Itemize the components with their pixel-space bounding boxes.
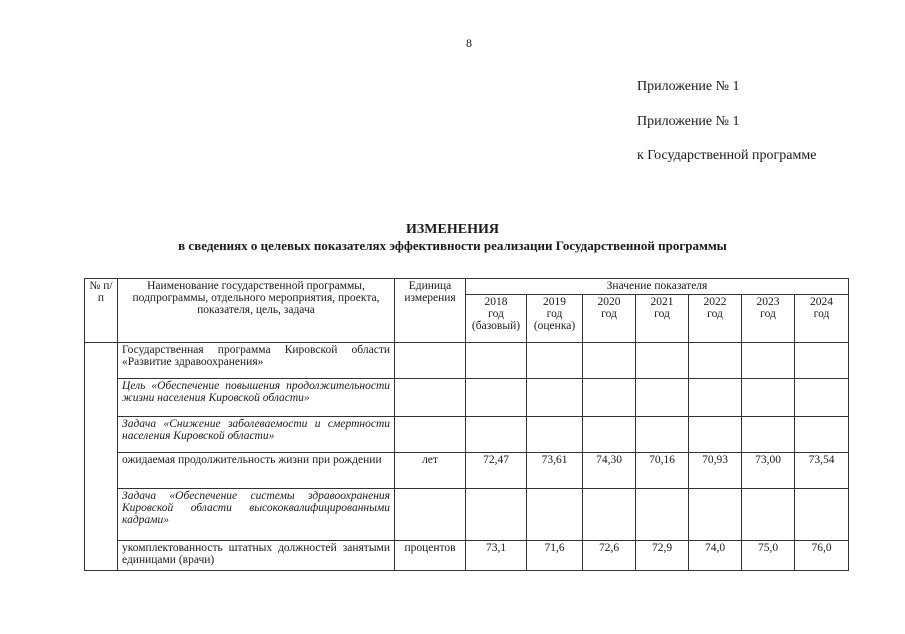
year-label: 2020 [597, 296, 621, 308]
table-row [85, 379, 849, 417]
year-header-2024 [795, 295, 849, 343]
row-name-cell: Государственная программа Кировской области «Развитие здравоохранения» [118, 343, 395, 379]
row-name-cell: укомплектованность штатных должностей занятыми единицами (врачи) [118, 541, 395, 571]
value-cell [583, 417, 636, 453]
row-name-cell: ожидаемая продолжительность жизни при рождении [118, 453, 395, 489]
value-cell [795, 343, 849, 379]
value-cell [466, 379, 527, 417]
value-cell [527, 417, 583, 453]
year-note: год [601, 308, 617, 320]
indicators-table [84, 278, 849, 571]
col-header-unit: Единица измерения [395, 279, 466, 343]
value-cell [636, 417, 689, 453]
year-header-2022 [689, 295, 742, 343]
value-cell [689, 379, 742, 417]
value-cell [466, 417, 527, 453]
row-unit-cell [395, 417, 466, 453]
appendix-line-2: Приложение № 1 [637, 114, 740, 129]
table-row [85, 541, 849, 571]
year-note: год [760, 308, 776, 320]
year-header-2019 [527, 295, 583, 343]
year-label: 2019 [543, 296, 566, 308]
value-cell [795, 489, 849, 541]
table-row [85, 417, 849, 453]
value-cell [583, 343, 636, 379]
value-cell: 73,00 [742, 453, 795, 489]
value-cell: 72,47 [466, 453, 527, 489]
value-cell [742, 417, 795, 453]
year-header-2018 [466, 295, 527, 343]
col-header-values: Значение показателя [466, 279, 849, 295]
year-header-2023 [742, 295, 795, 343]
table-row [85, 489, 849, 541]
row-name-cell: Цель «Обеспечение повышения продолжительности жизни населения Кировской области» [118, 379, 395, 417]
value-cell [689, 417, 742, 453]
year-label: 2022 [703, 296, 727, 308]
value-cell: 70,16 [636, 453, 689, 489]
value-cell [636, 343, 689, 379]
value-cell: 73,61 [527, 453, 583, 489]
appendix-line-1: Приложение № 1 [637, 79, 740, 94]
appendix-line-3: к Государственной программе [637, 148, 817, 163]
value-cell: 75,0 [742, 541, 795, 571]
value-cell [527, 343, 583, 379]
value-cell: 71,6 [527, 541, 583, 571]
value-cell [795, 417, 849, 453]
value-cell: 70,93 [689, 453, 742, 489]
value-cell [742, 343, 795, 379]
value-cell: 73,1 [466, 541, 527, 571]
table-row [85, 343, 849, 379]
value-cell [583, 489, 636, 541]
year-note: год [654, 308, 670, 320]
value-cell: 73,54 [795, 453, 849, 489]
value-cell: 74,0 [689, 541, 742, 571]
year-header-2020 [583, 295, 636, 343]
value-cell [636, 379, 689, 417]
row-unit-cell [395, 343, 466, 379]
value-cell [466, 343, 527, 379]
document-title: ИЗМЕНЕНИЯ [406, 222, 499, 237]
page-number: 8 [466, 36, 472, 50]
table-row [85, 453, 849, 489]
row-number-cell [85, 343, 118, 571]
year-note: год [813, 308, 830, 320]
row-unit-cell [395, 489, 466, 541]
value-cell [583, 379, 636, 417]
col-header-number: № п/п [85, 279, 118, 343]
value-cell [742, 489, 795, 541]
year-label: 2024 [810, 296, 833, 308]
row-unit-cell: процентов [395, 541, 466, 571]
row-unit-cell [395, 379, 466, 417]
year-note: год (базовый) [471, 308, 521, 332]
year-label: 2018 [484, 296, 508, 308]
year-label: 2021 [650, 296, 674, 308]
value-cell [742, 379, 795, 417]
value-cell [689, 489, 742, 541]
row-name-cell: Задача «Снижение заболеваемости и смертности населения Кировской области» [118, 417, 395, 453]
col-header-name: Наименование государственной программы, подпрограммы, отдельного мероприятия, проекта, показателя, цель, задача [118, 279, 395, 343]
year-header-2021 [636, 295, 689, 343]
year-note: год [707, 308, 723, 320]
row-unit-cell: лет [395, 453, 466, 489]
value-cell: 72,9 [636, 541, 689, 571]
value-cell [527, 489, 583, 541]
document-subtitle: в сведениях о целевых показателях эффективности реализации Государственной программы [178, 238, 727, 253]
value-cell [527, 379, 583, 417]
value-cell [689, 343, 742, 379]
row-name-cell: Задача «Обеспечение системы здравоохранения Кировской области высококвалифицированными кадрами» [118, 489, 395, 541]
year-label: 2023 [756, 296, 780, 308]
value-cell [466, 489, 527, 541]
value-cell: 76,0 [795, 541, 849, 571]
value-cell: 72,6 [583, 541, 636, 571]
year-note: год (оценка) [533, 308, 576, 332]
value-cell: 74,30 [583, 453, 636, 489]
value-cell [636, 489, 689, 541]
value-cell [795, 379, 849, 417]
